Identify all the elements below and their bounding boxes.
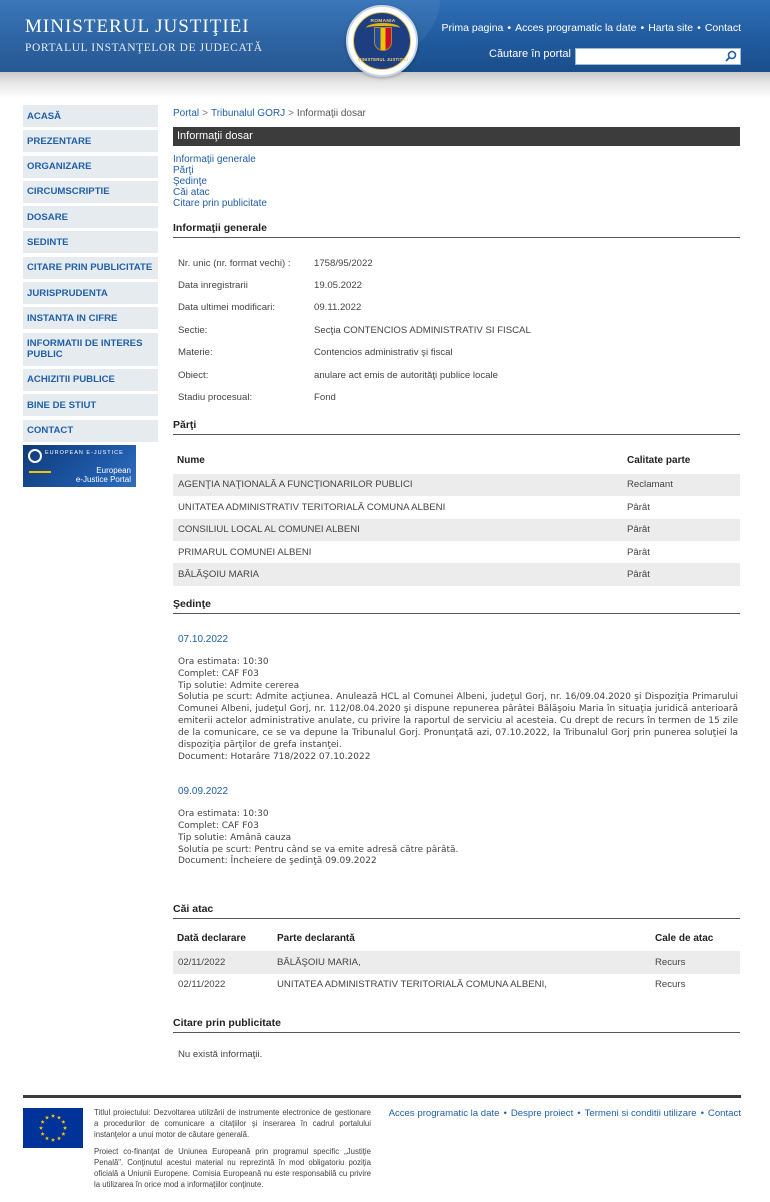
hearing-summary: Solutia pe scurt: Admite acţiunea. Anulează HCL al Comunei Albeni, judeţul Gorj, nr. 16/09.04.2020 şi Dispoziţia Primarului Comunei Albeni, judeţul Gorj, nr. 112/08.04.2020 şi dispune repunerea pârâtei Bălăşoiu Maria în situaţia juridică anterioară emiterii actelor administrative anulate, cu privire la raportul de serviciu al acesteia. Cu drept de recurs în termen de 15 zile de la comunicare, ce se va depune la Tribunalul Gorj. Pronunţată azi, 07.10.2022, la Tribunalul Gorj prin punerea soluţiei la dispoziţia părţilor de grefa instanţei. <box>178 692 738 751</box>
info-row <box>173 342 740 364</box>
toc-link-hearings[interactable]: Şedinţe <box>173 176 207 187</box>
info-row <box>173 297 740 319</box>
column-header-party: Parte declarantă <box>277 932 355 944</box>
info-label: Data inregistrarii <box>178 280 248 292</box>
party-name: UNITATEA ADMINISTRATIV TERITORIALĂ COMUNA ALBENI <box>178 501 446 513</box>
appeal-date: 02/11/2022 <box>173 951 277 973</box>
table-row <box>173 951 740 973</box>
appeal-type: Recurs <box>655 951 740 973</box>
table-header-row <box>173 925 740 951</box>
sidebar-item-prezentare[interactable]: PREZENTARE <box>23 130 158 152</box>
footer-links <box>389 1108 741 1119</box>
top-link-home[interactable]: Prima pagina <box>441 22 504 34</box>
ejustice-line-1: European <box>96 465 131 475</box>
separator-dot: • <box>503 1108 507 1119</box>
info-row <box>173 364 740 386</box>
hearings-heading: Şedinţe <box>173 598 740 614</box>
hearing-date[interactable]: 07.10.2022 <box>178 633 229 645</box>
emblem-bottom-text: MINISTERUL JUSTIŢIEI <box>357 57 409 62</box>
hearing-solution-type: Tip solutie: Admite cererea <box>178 680 300 691</box>
citation-empty-text: Nu există informaţii. <box>178 1049 263 1061</box>
table-row <box>173 519 740 541</box>
hearing-time: Ora estimata: 10:30 <box>178 656 269 667</box>
sidebar-item-acasa[interactable]: ACASĂ <box>23 105 158 127</box>
sidebar-nav <box>23 105 158 487</box>
table-row <box>173 496 740 518</box>
breadcrumb <box>173 105 740 124</box>
section-links <box>173 154 740 209</box>
footer-paragraph-1: Titlul proiectului: Dezvoltarea utilizării de instrumente electronice de gestionare a procedurilor de comunicare a citaţiilor şi inserarea în cadrul portalului instanţelor a unui motor de căutare generală. <box>94 1108 371 1139</box>
sidebar-item-bine-de-stiut[interactable]: BINE DE STIUT <box>23 394 158 416</box>
eu-flag-icon <box>23 1108 83 1148</box>
footer-project-text <box>94 1108 371 1191</box>
separator-dot: • <box>700 1108 704 1119</box>
sidebar-item-circumscriptie[interactable]: CIRCUMSCRIPTIE <box>23 181 158 203</box>
shield-icon <box>374 27 392 51</box>
breadcrumb-separator: > <box>288 108 294 119</box>
hearing-time: Ora estimata: 10:30 <box>178 808 269 819</box>
breadcrumb-separator: > <box>202 108 208 119</box>
party-role: Pârât <box>627 563 740 585</box>
top-links <box>442 22 741 34</box>
hearing-solution-type: Tip solutie: Amână cauza <box>178 832 292 843</box>
table-row <box>173 563 740 585</box>
separator-dot: • <box>697 22 701 34</box>
sidebar-item-interes-public[interactable]: INFORMATII DE INTERES PUBLIC <box>23 333 158 366</box>
separator-dot: • <box>507 22 512 34</box>
sidebar-item-achizitii[interactable]: ACHIZITII PUBLICE <box>23 369 158 391</box>
search-input[interactable] <box>576 49 724 64</box>
table-row <box>173 474 740 496</box>
breadcrumb-current: Informaţii dosar <box>296 108 366 119</box>
info-label: Obiect: <box>178 369 209 381</box>
info-label: Data ultimei modificari: <box>178 302 276 314</box>
info-label: Stadiu procesual: <box>178 392 253 404</box>
citation-heading: Citare prin publicitate <box>173 1017 740 1033</box>
party-name: BĂLĂŞOIU MARIA <box>173 563 627 585</box>
search-box <box>575 48 741 65</box>
scale-icon <box>29 471 51 479</box>
sidebar-item-jurisprudenta[interactable]: JURISPRUDENTA <box>23 282 158 304</box>
column-header-date: Dată declarare <box>177 932 246 944</box>
hearing-panel: Complet: CAF F03 <box>178 668 259 679</box>
ejustice-banner-label <box>76 466 131 484</box>
sidebar-item-contact[interactable]: CONTACT <box>23 420 158 442</box>
appeal-type: Recurs <box>655 979 686 991</box>
info-row <box>173 274 740 296</box>
appeal-date: 02/11/2022 <box>178 979 226 991</box>
table-row <box>173 541 740 563</box>
info-value: anulare act emis de autorităţi publice locale <box>314 369 498 381</box>
top-link-sitemap[interactable]: Harta site <box>648 22 694 34</box>
hearing-entry <box>173 786 740 869</box>
appeals-heading: Căi atac <box>173 903 740 919</box>
footer-link-about[interactable]: Despre proiect <box>510 1108 574 1119</box>
info-value: 1758/95/2022 <box>314 257 373 269</box>
separator-dot: • <box>640 22 645 34</box>
party-role: Pârât <box>627 501 650 513</box>
hearing-document: Document: Hotarâre 718/2022 07.10.2022 <box>178 751 371 762</box>
appeal-party: BĂLĂŞOIU MARIA, <box>277 951 655 973</box>
appeal-party: UNITATEA ADMINISTRATIV TERITORIALĂ COMUNA ALBENI, <box>277 979 547 991</box>
toc-link-appeals[interactable]: Căi atac <box>173 187 210 198</box>
search-icon[interactable] <box>724 50 738 63</box>
ejustice-banner-top: EUROPEAN E-JUSTICE <box>45 449 124 456</box>
party-role: Pârât <box>627 519 740 541</box>
party-name: AGENŢIA NAŢIONALĂ A FUNCŢIONARILOR PUBLICI <box>173 474 627 496</box>
sidebar-item-instanta-in-cifre[interactable]: INSTANTA IN CIFRE <box>23 307 158 329</box>
appeals-table <box>173 925 740 996</box>
ejustice-banner[interactable] <box>23 445 136 487</box>
sidebar-item-dosare[interactable]: DOSARE <box>23 206 158 228</box>
footer-paragraph-2: Proiect co-finanţat de Uniunea Europeană prin programul specific „Justiţie Penală". Conţinutul acestui material nu reprezintă în mod obligatoriu poziţia oficială a Uniunii Europene. Comisia Europeană nu este responsabilă cu privire la utilizarea în orice mod a informaţiilor conţinute. <box>94 1147 371 1189</box>
info-label: Nr. unic (nr. format vechi) : <box>178 257 291 269</box>
toc-link-citation[interactable]: Citare prin publicitate <box>173 198 267 209</box>
general-info-heading: Informaţii generale <box>173 222 740 238</box>
main-content <box>173 105 740 1060</box>
info-row <box>173 319 740 341</box>
hearing-panel: Complet: CAF F03 <box>178 820 259 831</box>
footer-link-api[interactable]: Acces programatic la date <box>388 1108 500 1119</box>
table-header-row <box>173 448 740 474</box>
hearing-entry <box>173 634 740 764</box>
column-header-role: Calitate parte <box>627 455 691 467</box>
top-link-contact[interactable]: Contact <box>704 22 741 34</box>
party-name: PRIMARUL COMUNEI ALBENI <box>178 546 312 558</box>
romania-coat-of-arms-logo[interactable] <box>346 5 418 77</box>
party-role: Reclamant <box>627 474 740 496</box>
breadcrumb-court[interactable]: Tribunalul GORJ <box>210 108 286 119</box>
hearing-summary: Solutia pe scurt: Pentru când se va emite adresă către pârâtă. <box>178 844 459 855</box>
page-title: Informaţii dosar <box>173 127 740 146</box>
portal-subtitle[interactable]: PORTALUL INSTANŢELOR DE JUDECATĂ <box>25 42 263 54</box>
hearing-date[interactable]: 09.09.2022 <box>178 785 229 797</box>
sidebar-item-organizare[interactable]: ORGANIZARE <box>23 156 158 178</box>
info-value: Fond <box>314 392 336 404</box>
column-header-appeal-type: Cale de atac <box>655 932 714 944</box>
ministry-title[interactable]: MINISTERUL JUSTIŢIEI <box>25 16 250 37</box>
sidebar-item-citare[interactable]: CITARE PRIN PUBLICITATE <box>23 257 158 279</box>
emblem-top-text: ROMANIA <box>370 19 396 24</box>
column-header-name: Nume <box>177 455 205 467</box>
separator-dot: • <box>577 1108 581 1119</box>
info-value: Secţia CONTENCIOS ADMINISTRATIV SI FISCAL <box>314 324 531 336</box>
toc-link-parties[interactable]: Părţi <box>173 165 194 176</box>
info-value: 19.05.2022 <box>314 280 363 292</box>
info-label: Materie: <box>178 347 213 359</box>
ejustice-line-2: e-Justice Portal <box>75 474 131 484</box>
search-label: Căutare în portal <box>489 48 571 60</box>
sidebar-item-sedinte[interactable]: SEDINTE <box>23 231 158 253</box>
info-value: 09.11.2022 <box>314 302 362 314</box>
info-label: Sectie: <box>178 324 208 336</box>
ejustice-logo-icon <box>28 449 42 463</box>
footer-link-contact[interactable]: Contact <box>707 1108 741 1119</box>
hearing-document: Document: Încheiere de şedinţă 09.09.2022 <box>178 856 377 867</box>
toc-link-general[interactable]: Informaţii generale <box>173 154 256 165</box>
top-link-api[interactable]: Acces programatic la date <box>515 22 637 34</box>
table-row <box>173 974 740 996</box>
parties-table <box>173 448 740 586</box>
party-role: Pârât <box>627 546 650 558</box>
breadcrumb-portal[interactable]: Portal <box>173 108 200 119</box>
footer-divider <box>23 1095 741 1098</box>
info-value: Contencios administrativ şi fiscal <box>314 347 453 359</box>
info-row <box>173 252 740 274</box>
party-name: CONSILIUL LOCAL AL COMUNEI ALBENI <box>173 519 627 541</box>
info-row <box>173 386 740 408</box>
parties-heading: Părţi <box>173 419 740 435</box>
general-info-table <box>173 252 740 409</box>
footer-link-terms[interactable]: Termeni si conditii utilizare <box>584 1108 697 1119</box>
